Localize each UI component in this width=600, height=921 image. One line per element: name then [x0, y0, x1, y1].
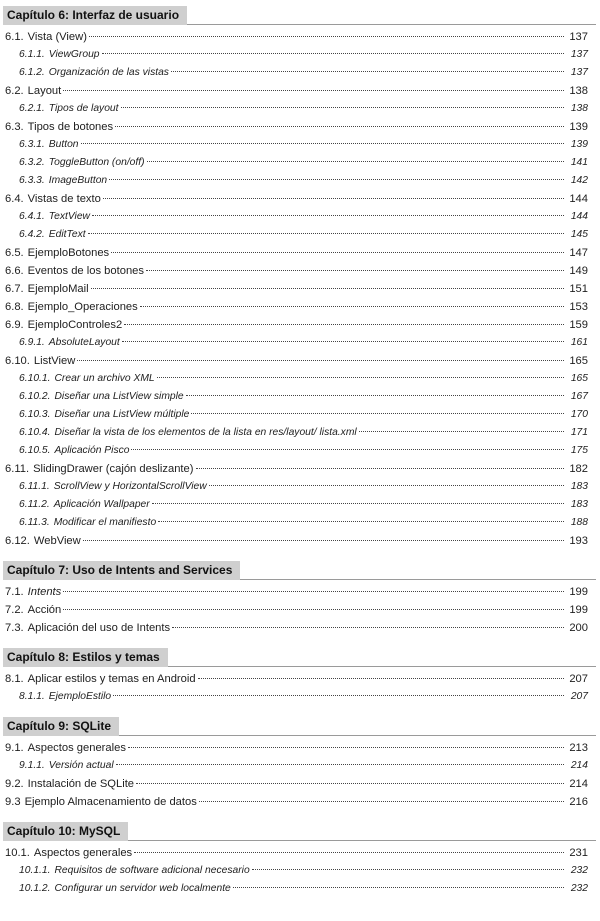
entry-title: SlidingDrawer (cajón deslizante)	[33, 463, 194, 475]
dot-leader	[152, 503, 564, 504]
toc-entry-6-10-5[interactable]	[0, 442, 600, 460]
entry-number: 6.1.1.	[19, 49, 45, 60]
entry-number: 6.4.	[5, 193, 24, 205]
toc-entry-6-10-4[interactable]	[0, 424, 600, 442]
dot-leader	[91, 288, 564, 289]
entry-title: Button	[48, 139, 79, 150]
entry-page-number: 165	[569, 355, 588, 367]
chapter-section-6	[0, 6, 600, 550]
dot-leader	[113, 695, 564, 696]
toc-entry-8-1[interactable]	[0, 670, 600, 688]
entry-page-number: 213	[569, 742, 588, 754]
entry-page-number: 151	[569, 283, 588, 295]
entry-number: 10.1.2.	[19, 883, 51, 894]
entry-number: 6.6.	[5, 265, 24, 277]
dot-leader	[103, 198, 564, 199]
entry-number: 10.1.1.	[19, 865, 51, 876]
entry-number: 9.2.	[5, 778, 24, 790]
entry-number: 7.2.	[5, 604, 24, 616]
toc-entry-9-3[interactable]	[0, 793, 600, 811]
entry-page-number: 232	[570, 865, 588, 876]
toc-entry-9-2[interactable]	[0, 775, 600, 793]
chapter-title: Capítulo 8: Estilos y temas	[3, 648, 168, 667]
toc-entry-6-10-1[interactable]	[0, 370, 600, 388]
entry-page-number: 167	[570, 391, 588, 402]
dot-leader	[140, 306, 564, 307]
entry-page-number: 138	[570, 103, 588, 114]
dot-leader	[209, 485, 564, 486]
entry-title: EjemploEstilo	[48, 691, 112, 702]
entry-title: EjemploBotones	[27, 247, 110, 259]
entry-title: ScrollView y HorizontalScrollView	[53, 481, 207, 492]
dot-leader	[92, 215, 564, 216]
entry-page-number: 214	[569, 778, 588, 790]
dot-leader	[131, 449, 564, 450]
toc-entry-6-3-1[interactable]	[0, 136, 600, 154]
toc-entry-6-3[interactable]	[0, 118, 600, 136]
dot-leader	[198, 678, 564, 679]
dot-leader	[77, 360, 564, 361]
entry-title: Aspectos generales	[27, 742, 126, 754]
chapter-heading-bar	[3, 561, 600, 581]
entry-page-number: 207	[569, 673, 588, 685]
entry-number: 6.4.1.	[19, 211, 45, 222]
toc-entry-6-11-1[interactable]	[0, 478, 600, 496]
dot-leader	[191, 413, 564, 414]
entry-number: 6.5.	[5, 247, 24, 259]
entry-page-number: 193	[569, 535, 588, 547]
dot-leader	[89, 36, 564, 37]
dot-leader	[63, 609, 564, 610]
toc-entry-10-1[interactable]	[0, 844, 600, 862]
dot-leader	[128, 747, 564, 748]
toc-entry-6-11-2[interactable]	[0, 496, 600, 514]
chapter-title: Capítulo 10: MySQL	[3, 822, 128, 841]
dot-leader	[359, 431, 564, 432]
toc-entry-6-9[interactable]	[0, 316, 600, 334]
entry-number: 6.9.	[5, 319, 24, 331]
entry-title: Tipos de botones	[27, 121, 114, 133]
entry-title: EjemploControles2	[27, 319, 123, 331]
toc-entry-7-1[interactable]	[0, 583, 600, 601]
dot-leader	[88, 233, 564, 234]
entry-title: ViewGroup	[48, 49, 100, 60]
chapter-section-7	[0, 561, 600, 637]
entry-title: Vistas de texto	[27, 193, 101, 205]
entry-number: 6.10.5.	[19, 445, 51, 456]
toc-entry-6-10[interactable]	[0, 352, 600, 370]
entry-number: 6.11.	[5, 463, 30, 475]
dot-leader	[109, 179, 564, 180]
entry-number: 6.1.	[5, 31, 24, 43]
dot-leader	[122, 341, 564, 342]
entry-page-number: 216	[569, 796, 588, 808]
entry-title: Organización de las vistas	[48, 67, 169, 78]
toc-entry-6-9-1[interactable]	[0, 334, 600, 352]
entry-number: 9.1.	[5, 742, 24, 754]
entry-page-number: 144	[570, 211, 588, 222]
chapter-heading-bar	[3, 648, 600, 668]
entry-number: 6.11.1.	[19, 481, 50, 492]
toc-entry-6-11-3[interactable]	[0, 514, 600, 532]
entry-number: 10.1.	[5, 847, 30, 859]
entry-page-number: 141	[570, 157, 588, 168]
toc-entry-6-2[interactable]	[0, 82, 600, 100]
dot-leader	[252, 869, 564, 870]
toc-entry-6-7[interactable]	[0, 280, 600, 298]
entry-number: 6.10.4.	[19, 427, 51, 438]
chapter-heading-bar	[3, 822, 600, 842]
dot-leader	[172, 627, 564, 628]
entry-number: 8.1.	[5, 673, 24, 685]
toc-entry-6-4-1[interactable]	[0, 208, 600, 226]
dot-leader	[81, 143, 564, 144]
toc-entry-6-3-2[interactable]	[0, 154, 600, 172]
entry-title: Layout	[27, 85, 62, 97]
entry-page-number: 171	[570, 427, 588, 438]
entry-title: Tipos de layout	[48, 103, 119, 114]
toc-entry-6-1-1[interactable]	[0, 46, 600, 64]
toc-entry-9-1[interactable]	[0, 739, 600, 757]
entry-page-number: 199	[569, 586, 588, 598]
dot-leader	[158, 521, 564, 522]
entry-title: Instalación de SQLite	[27, 778, 135, 790]
dot-leader	[136, 783, 564, 784]
dot-leader	[134, 852, 564, 853]
entry-title: Versión actual	[48, 760, 114, 771]
entry-title: AbsoluteLayout	[48, 337, 120, 348]
toc-entry-6-12[interactable]	[0, 532, 600, 550]
entry-title: EditText	[48, 229, 86, 240]
toc-entry-6-10-2[interactable]	[0, 388, 600, 406]
entry-title: Vista (View)	[27, 31, 87, 43]
dot-leader	[186, 395, 564, 396]
entry-page-number: 153	[569, 301, 588, 313]
entry-page-number: 175	[570, 445, 588, 456]
entry-number: 6.9.1.	[19, 337, 45, 348]
entry-number: 6.10.1.	[19, 373, 51, 384]
entry-page-number: 149	[569, 265, 588, 277]
entry-page-number: 165	[570, 373, 588, 384]
entry-title: Aplicar estilos y temas en Android	[27, 673, 196, 685]
entry-title: Diseñar una ListView simple	[54, 391, 184, 402]
entry-page-number: 145	[570, 229, 588, 240]
entry-title: Diseñar la vista de los elementos de la lista en res/layout/ lista.xml	[54, 427, 357, 438]
entry-page-number: 137	[570, 67, 588, 78]
entry-title: ImageButton	[48, 175, 108, 186]
entry-number: 6.10.2.	[19, 391, 51, 402]
entry-number: 6.2.	[5, 85, 24, 97]
toc-entry-10-1-2[interactable]	[0, 880, 600, 898]
entry-page-number: 183	[570, 499, 588, 510]
entry-page-number: 144	[569, 193, 588, 205]
entry-page-number: 200	[569, 622, 588, 634]
entry-page-number: 214	[570, 760, 588, 771]
entry-page-number: 142	[570, 175, 588, 186]
chapter-title: Capítulo 6: Interfaz de usuario	[3, 6, 187, 25]
entry-page-number: 137	[570, 49, 588, 60]
entry-number: 7.1.	[5, 586, 24, 598]
chapter-heading-bar	[3, 6, 600, 26]
entry-number: 6.3.	[5, 121, 24, 133]
dot-leader	[116, 764, 564, 765]
entry-title: Requisitos de software adicional necesario	[54, 865, 250, 876]
entry-page-number: 159	[569, 319, 588, 331]
toc-entry-6-10-3[interactable]	[0, 406, 600, 424]
entry-title: Aplicación del uso de Intents	[27, 622, 171, 634]
entry-title: Eventos de los botones	[27, 265, 144, 277]
toc-entry-7-2[interactable]	[0, 601, 600, 619]
entry-page-number: 138	[569, 85, 588, 97]
toc-entry-7-3[interactable]	[0, 619, 600, 637]
dot-leader	[63, 90, 564, 91]
entry-title: Aplicación Wallpaper	[53, 499, 150, 510]
entry-page-number: 183	[570, 481, 588, 492]
toc-entry-6-4-2[interactable]	[0, 226, 600, 244]
entry-number: 8.1.1.	[19, 691, 45, 702]
entry-title: ListView	[33, 355, 76, 367]
chapter-title: Capítulo 7: Uso de Intents and Services	[3, 561, 240, 580]
entry-page-number: 170	[570, 409, 588, 420]
entry-title: EjemploMail	[27, 283, 89, 295]
toc-entry-6-3-3[interactable]	[0, 172, 600, 190]
entry-title: Acción	[27, 604, 62, 616]
entry-number: 6.1.2.	[19, 67, 45, 78]
dot-leader	[199, 801, 564, 802]
dot-leader	[196, 468, 565, 469]
toc-entry-6-1[interactable]	[0, 28, 600, 46]
entry-page-number: 147	[569, 247, 588, 259]
entry-title: Ejemplo Almacenamiento de datos	[24, 796, 197, 808]
entry-page-number: 207	[570, 691, 588, 702]
entry-title: Aplicación Pisco	[54, 445, 130, 456]
entry-number: 6.3.3.	[19, 175, 45, 186]
toc-entry-6-8[interactable]	[0, 298, 600, 316]
entry-number: 6.11.3.	[19, 517, 50, 528]
entry-page-number: 161	[570, 337, 588, 348]
dot-leader	[121, 107, 564, 108]
entry-page-number: 139	[570, 139, 588, 150]
dot-leader	[157, 377, 564, 378]
entry-page-number: 188	[570, 517, 588, 528]
entry-number: 6.12.	[5, 535, 30, 547]
entry-page-number: 199	[569, 604, 588, 616]
entry-number: 6.3.1.	[19, 139, 45, 150]
entry-title: ToggleButton (on/off)	[48, 157, 145, 168]
dot-leader	[111, 252, 564, 253]
toc-entry-8-1-1[interactable]	[0, 688, 600, 706]
toc-entry-6-1-2[interactable]	[0, 64, 600, 82]
entry-number: 6.7.	[5, 283, 24, 295]
toc-entry-6-11[interactable]	[0, 460, 600, 478]
chapter-section-9	[0, 717, 600, 811]
entry-number: 9.3	[5, 796, 21, 808]
dot-leader	[83, 540, 564, 541]
entry-number: 6.8.	[5, 301, 24, 313]
chapter-title: Capítulo 9: SQLite	[3, 717, 119, 736]
entry-number: 9.1.1.	[19, 760, 45, 771]
dot-leader	[233, 887, 564, 888]
entry-title: WebView	[33, 535, 81, 547]
dot-leader	[146, 270, 564, 271]
entry-number: 6.11.2.	[19, 499, 50, 510]
chapter-heading-bar	[3, 717, 600, 737]
entry-number: 6.4.2.	[19, 229, 45, 240]
dot-leader	[115, 126, 564, 127]
dot-leader	[171, 71, 564, 72]
toc-entry-10-1-1[interactable]	[0, 862, 600, 880]
entry-title: Modificar el manifiesto	[53, 517, 157, 528]
entry-title: Diseñar una ListView múltiple	[54, 409, 190, 420]
entry-number: 6.3.2.	[19, 157, 45, 168]
toc-entry-6-5[interactable]	[0, 244, 600, 262]
entry-page-number: 139	[569, 121, 588, 133]
entry-page-number: 232	[570, 883, 588, 894]
entry-title: Aspectos generales	[33, 847, 133, 859]
dot-leader	[147, 161, 564, 162]
entry-title: TextView	[48, 211, 90, 222]
entry-title: Crear un archivo XML	[54, 373, 155, 384]
toc-entry-6-6[interactable]	[0, 262, 600, 280]
dot-leader	[102, 53, 564, 54]
entry-number: 6.10.3.	[19, 409, 51, 420]
toc-entry-9-1-1[interactable]	[0, 757, 600, 775]
toc-entry-6-2-1[interactable]	[0, 100, 600, 118]
entry-page-number: 231	[569, 847, 588, 859]
dot-leader	[63, 591, 564, 592]
entry-title: Configurar un servidor web localmente	[54, 883, 231, 894]
entry-page-number: 182	[569, 463, 588, 475]
entry-number: 6.2.1.	[19, 103, 45, 114]
toc-entry-6-4[interactable]	[0, 190, 600, 208]
entry-title: Intents	[27, 586, 62, 598]
chapter-section-10	[0, 822, 600, 898]
chapter-section-8	[0, 648, 600, 706]
entry-title: Ejemplo_Operaciones	[27, 301, 138, 313]
entry-page-number: 137	[569, 31, 588, 43]
entry-number: 6.10.	[5, 355, 30, 367]
entry-number: 7.3.	[5, 622, 24, 634]
dot-leader	[124, 324, 564, 325]
